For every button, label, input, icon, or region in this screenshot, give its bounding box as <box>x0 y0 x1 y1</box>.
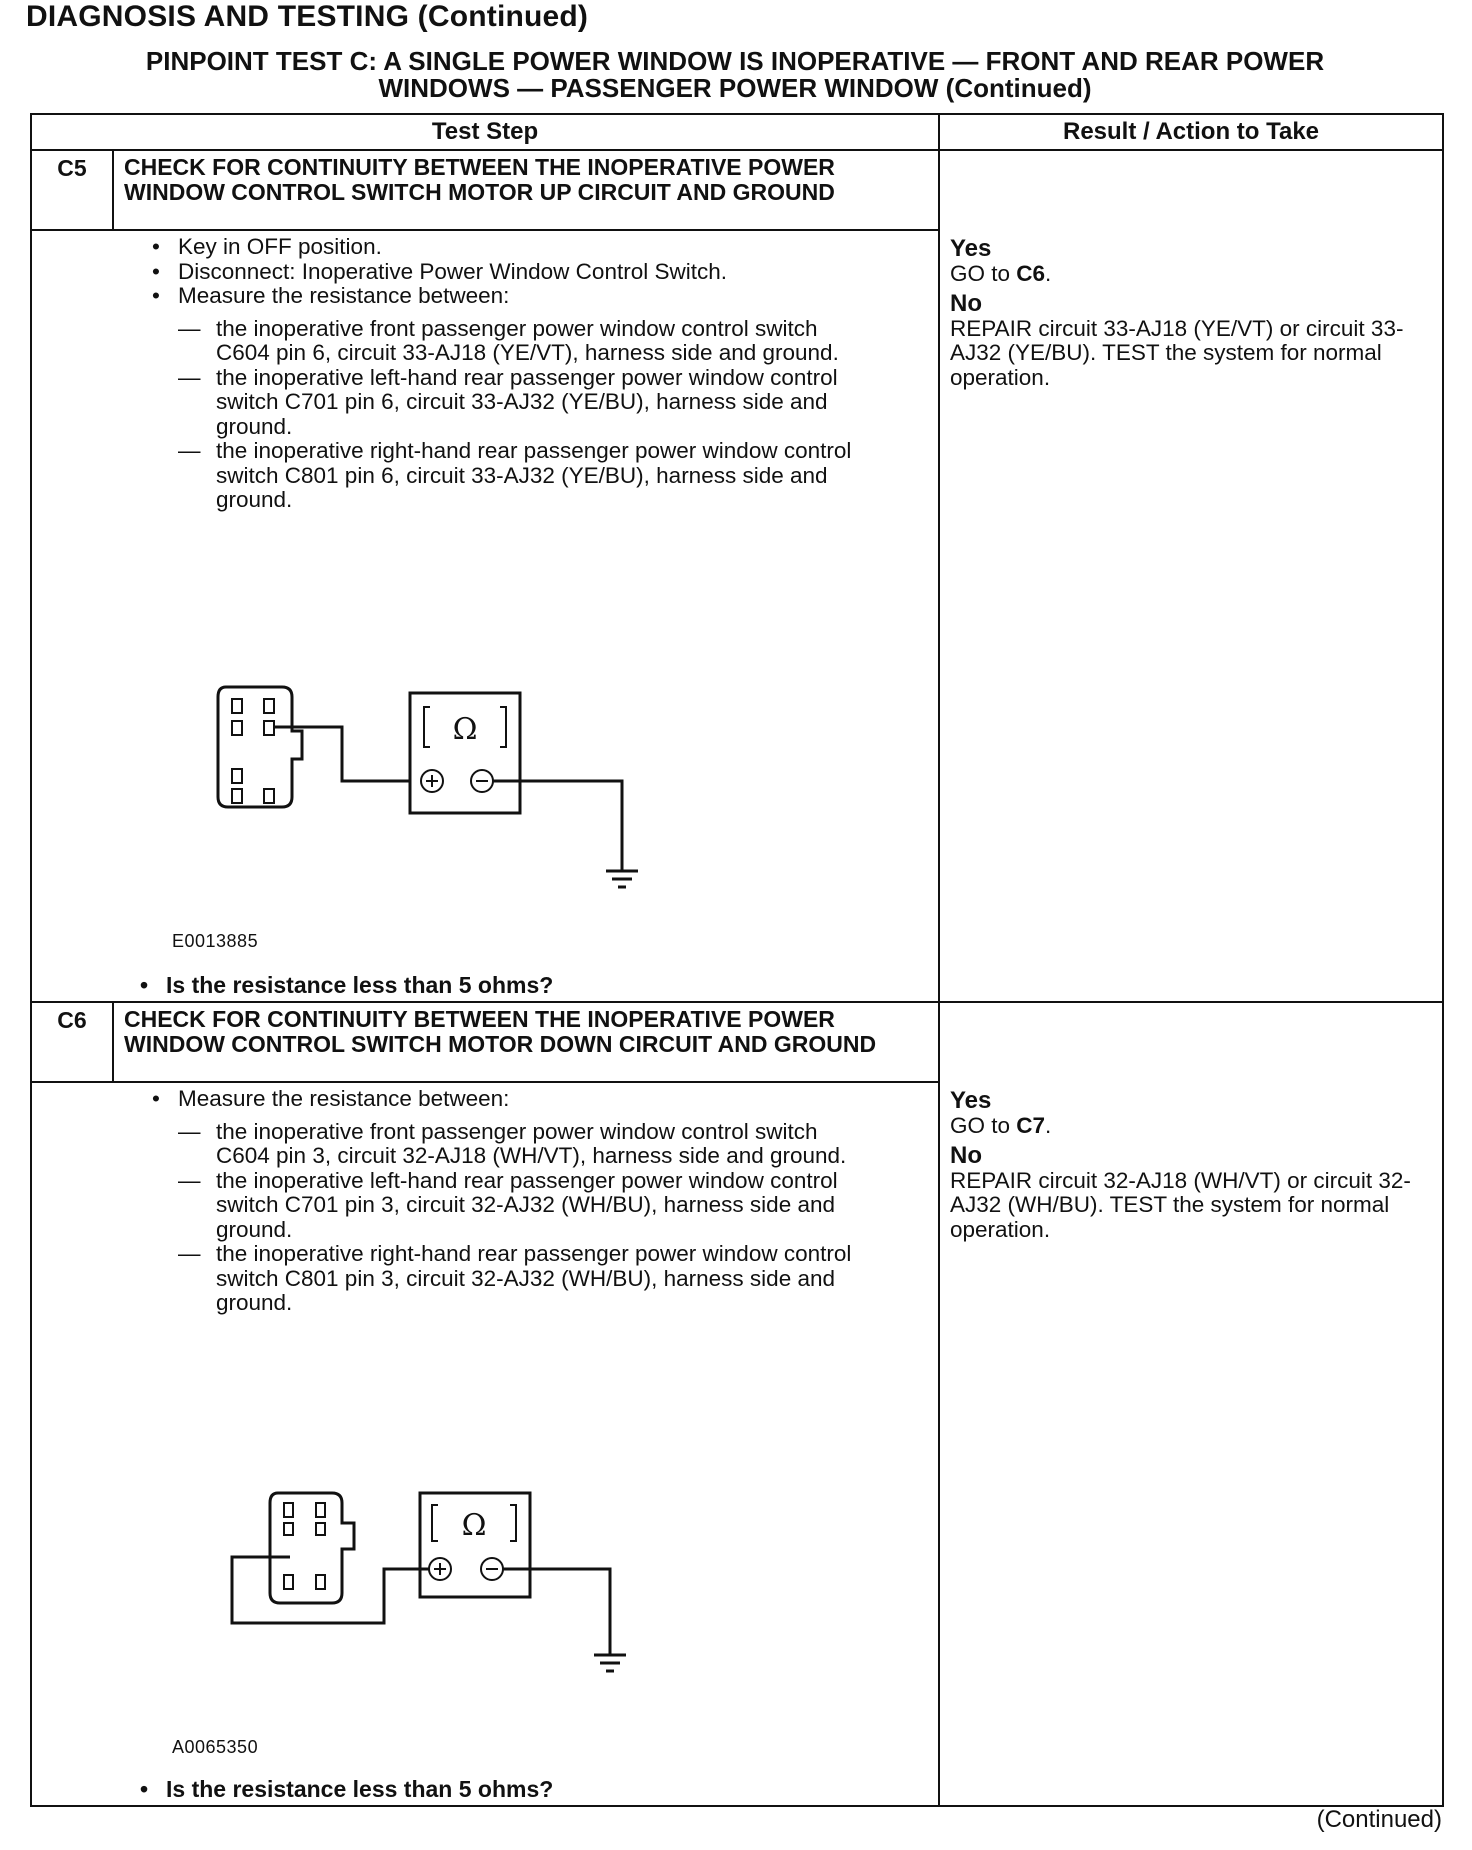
step-title-c5: CHECK FOR CONTINUITY BETWEEN THE INOPERATIVE POWER WINDOW CONTROL SWITCH MOTOR UP CIRCUIT AND GROUND <box>113 150 939 230</box>
result-c5-yes-label: Yes <box>950 235 992 262</box>
test-step-header: Test Step <box>31 114 939 150</box>
step-c6-sub-items <box>140 1120 860 1316</box>
result-c5-no-label: No <box>950 290 982 317</box>
result-c6-no-action: REPAIR circuit 32-AJ18 (WH/VT) or circuit 32-AJ32 (WH/BU). TEST the system for normal operation. <box>950 1167 1411 1242</box>
result-c6-no-label: No <box>950 1142 982 1169</box>
list-item: • Key in OFF position. <box>140 235 924 260</box>
question-c6: • Is the resistance less than 5 ohms? <box>128 1777 553 1802</box>
list-item: • Measure the resistance between: <box>140 1087 924 1112</box>
step-id-c5: C5 <box>31 150 113 230</box>
continued-footer: (Continued) <box>1316 1806 1442 1833</box>
list-item: — the inoperative right-hand rear passenger power window control switch C801 pin 6, circuit 33-AJ32 (YE/BU), harness side and ground. <box>140 439 860 513</box>
step-c6-title-row <box>31 1002 1443 1082</box>
ground-icon <box>594 1655 626 1671</box>
step-body-c5 <box>31 230 939 1002</box>
list-item: — the inoperative right-hand rear passenger power window control switch C801 pin 3, circuit 32-AJ32 (WH/BU), harness side and ground. <box>140 1242 860 1316</box>
c6-ohmmeter-diagram <box>212 1483 692 1723</box>
list-item: — the inoperative front passenger power window control switch C604 pin 3, circuit 32-AJ18 (WH/VT), harness side and ground. <box>140 1120 860 1169</box>
list-item: — the inoperative front passenger power window control switch C604 pin 6, circuit 33-AJ18 (YE/VT), harness side and ground. <box>140 317 860 366</box>
step-c5-sub-items <box>140 317 860 513</box>
question-c5: • Is the resistance less than 5 ohms? <box>128 973 553 998</box>
list-item: — the inoperative left-hand rear passenger power window control switch C701 pin 3, circuit 32-AJ32 (WH/BU), harness side and ground. <box>140 1169 860 1243</box>
probe-lead-positive <box>232 1557 430 1623</box>
step-id-c6: C6 <box>31 1002 113 1082</box>
list-item: • Disconnect: Inoperative Power Window Control Switch. <box>140 260 924 285</box>
connector-icon <box>218 687 302 807</box>
pinpoint-title-line-1: PINPOINT TEST C: A SINGLE POWER WINDOW IS INOPERATIVE — FRONT AND REAR POWER <box>145 46 1325 76</box>
ohmmeter-icon <box>410 693 520 813</box>
result-c6-yes-label: Yes <box>950 1087 992 1114</box>
result-c5-yes-action: GO to C6. <box>950 260 1052 286</box>
probe-lead-ground <box>503 1569 610 1655</box>
step-c5-bullets <box>140 235 924 309</box>
result-c5 <box>939 150 1443 1002</box>
step-c5-title-row <box>31 150 1443 230</box>
list-item: — the inoperative left-hand rear passenger power window control switch C701 pin 6, circuit 33-AJ32 (YE/BU), harness side and ground. <box>140 366 860 440</box>
probe-lead-positive <box>274 727 410 781</box>
pinpoint-test-title <box>60 48 1410 102</box>
result-c6-yes-target: C7 <box>1016 1112 1046 1138</box>
page-heading: DIAGNOSIS AND TESTING (Continued) <box>26 0 589 33</box>
c5-ohmmeter-diagram <box>212 671 692 911</box>
pinpoint-test-table <box>30 113 1444 1807</box>
result-c5-no-action: REPAIR circuit 33-AJ18 (YE/VT) or circuit 33-AJ32 (YE/BU). TEST the system for normal operation. <box>950 315 1404 390</box>
result-c6-yes-action: GO to C7. <box>950 1112 1052 1138</box>
result-header: Result / Action to Take <box>939 114 1443 150</box>
figure-code-c5: E0013885 <box>172 931 259 951</box>
list-item: • Measure the resistance between: <box>140 284 924 309</box>
ohm-symbol: Ω <box>461 1508 487 1543</box>
result-c5-yes-target: C6 <box>1016 260 1046 286</box>
ohm-symbol: Ω <box>452 712 478 747</box>
ground-icon <box>606 871 638 887</box>
pinpoint-title-line-2: WINDOWS — PASSENGER POWER WINDOW (Continued) <box>378 73 1092 103</box>
connector-icon <box>270 1493 354 1603</box>
probe-lead-ground <box>493 781 622 871</box>
step-title-c6: CHECK FOR CONTINUITY BETWEEN THE INOPERATIVE POWER WINDOW CONTROL SWITCH MOTOR DOWN CIRCUIT AND GROUND <box>113 1002 939 1082</box>
step-c6-bullets <box>140 1087 924 1112</box>
figure-code-c6: A0065350 <box>172 1737 259 1757</box>
result-c6 <box>939 1002 1443 1806</box>
table-header-row <box>31 114 1443 150</box>
step-body-c6 <box>31 1082 939 1806</box>
